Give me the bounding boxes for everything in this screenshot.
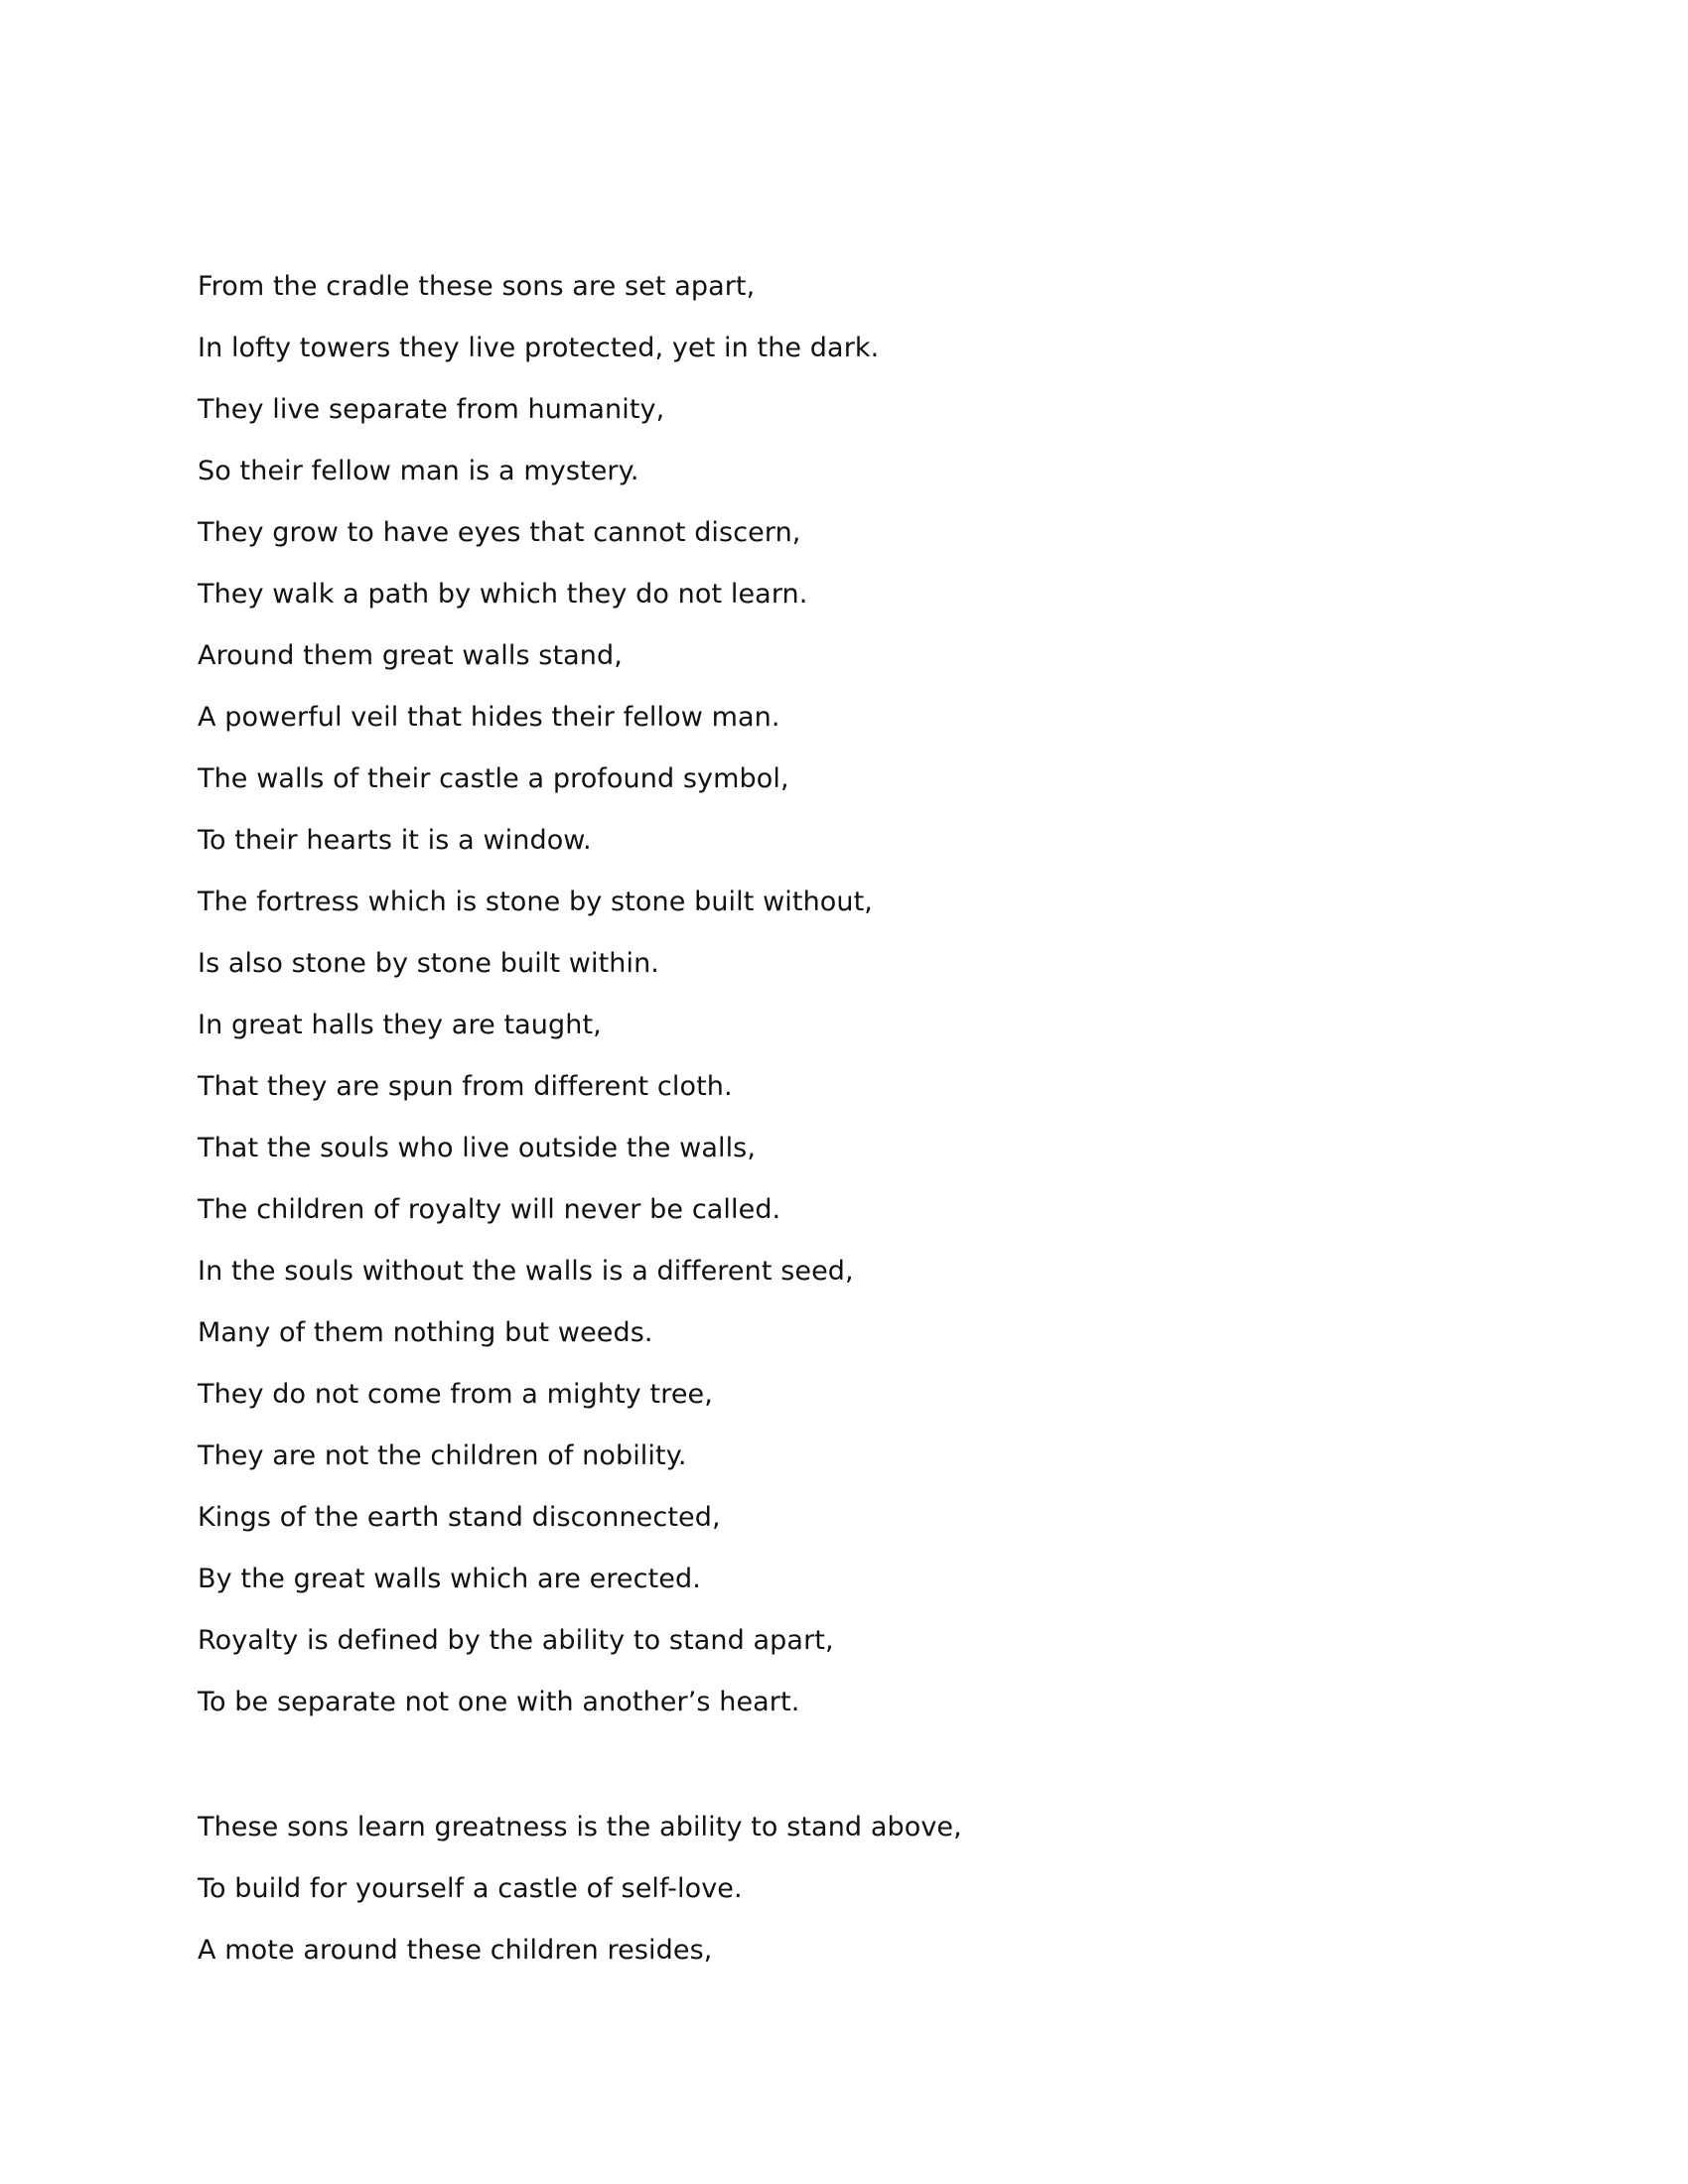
- poem-line: To be separate not one with another’s heart.: [198, 1687, 800, 1717]
- poem-line: Kings of the earth stand disconnected,: [198, 1502, 721, 1533]
- poem-line: These sons learn greatness is the ability to stand above,: [198, 1812, 962, 1843]
- poem-line: Is also stone by stone built within.: [198, 948, 659, 979]
- poem-line: They are not the children of nobility.: [198, 1440, 687, 1471]
- poem-line: So their fellow man is a mystery.: [198, 456, 639, 486]
- poem-line: They grow to have eyes that cannot discern,: [198, 517, 801, 548]
- poem-line: In great halls they are taught,: [198, 1010, 602, 1040]
- poem-line: The fortress which is stone by stone built without,: [198, 887, 873, 917]
- poem-line: To build for yourself a castle of self-love.: [198, 1873, 743, 1904]
- poem-line: By the great walls which are erected.: [198, 1564, 701, 1594]
- poem-line: Around them great walls stand,: [198, 640, 623, 671]
- poem-stanza-1: [198, 256, 1488, 1733]
- poem-stanza-2: [198, 1797, 1488, 1981]
- poem-line: A powerful veil that hides their fellow man.: [198, 702, 780, 733]
- poem-line: The children of royalty will never be called.: [198, 1194, 781, 1225]
- poem-line: To their hearts it is a window.: [198, 825, 592, 856]
- poem-line: A mote around these children resides,: [198, 1935, 713, 1966]
- poem-line: Many of them nothing but weeds.: [198, 1317, 653, 1348]
- poem-line: From the cradle these sons are set apart,: [198, 271, 756, 302]
- poem-line: Royalty is defined by the ability to stand apart,: [198, 1625, 834, 1656]
- poem-line: That they are spun from different cloth.: [198, 1071, 733, 1102]
- poem-line: They live separate from humanity,: [198, 394, 665, 425]
- poem-line: That the souls who live outside the walls,: [198, 1133, 757, 1163]
- poem-line: In the souls without the walls is a different seed,: [198, 1256, 854, 1287]
- poem-line: The walls of their castle a profound symbol,: [198, 763, 789, 794]
- poem-line: They walk a path by which they do not learn.: [198, 579, 808, 610]
- poem-line: In lofty towers they live protected, yet in the dark.: [198, 333, 880, 363]
- poem-line: They do not come from a mighty tree,: [198, 1379, 713, 1410]
